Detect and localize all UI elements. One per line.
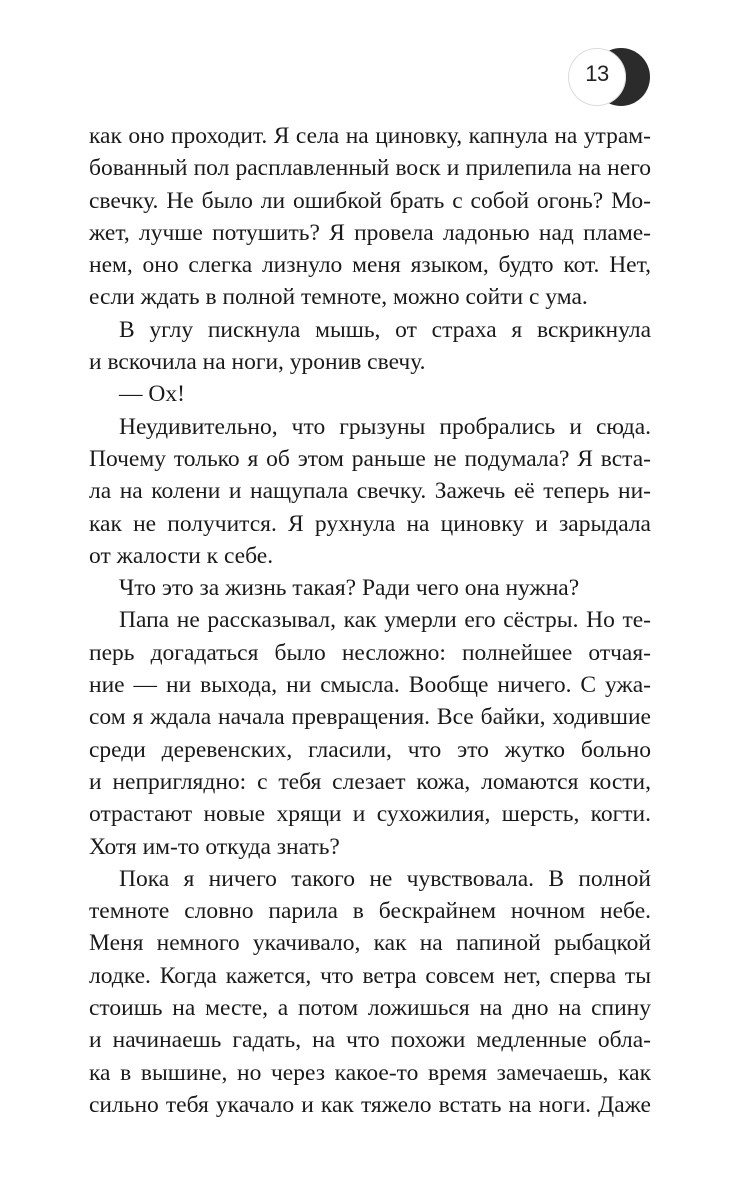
text-line: сом я ждала начала превращения. Все байки, ходившие bbox=[89, 704, 651, 731]
page-number-badge bbox=[567, 47, 651, 107]
text-line: отрастают новые хрящи и сухожилия, шерсть, когти. bbox=[89, 801, 651, 828]
text-line: сильно тебя укачало и как тяжело встать на ноги. Даже bbox=[89, 1091, 651, 1118]
text-line: и вскочила на ноги, уронив свечу. bbox=[89, 349, 426, 376]
text-line: как оно проходит. Я села на циновку, капнула на утрам- bbox=[89, 123, 651, 149]
text-line: ние — ни выхода, ни смысла. Вообще ничего. С ужа- bbox=[89, 672, 651, 699]
text-line: если ждать в полной темноте, можно сойти с ума. bbox=[89, 284, 588, 311]
text-line: Неудивительно, что грызуны пробрались и сюда. bbox=[119, 413, 651, 440]
text-line: от жалости к себе. bbox=[89, 542, 274, 569]
text-line: бованный пол расплавленный воск и прилепила на него bbox=[89, 155, 651, 182]
text-line: как не получится. Я рухнула на циновку и зарыдала bbox=[89, 510, 651, 537]
text-line: — Ох! bbox=[119, 381, 185, 408]
text-line: Пока я ничего такого не чувствовала. В полной bbox=[119, 865, 651, 892]
text-line: Папа не рассказывал, как умерли его сёстры. Но те- bbox=[119, 607, 651, 634]
text-line: ка в вышине, но через какое-то время замечаешь, как bbox=[89, 1059, 651, 1086]
text-line: свечку. Не было ли ошибкой брать с собой огонь? Мо- bbox=[89, 187, 651, 214]
text-line: перь догадаться было несложно: полнейшее отчая- bbox=[89, 639, 651, 666]
text-line: среди деревенских, гласили, что это жутко больно bbox=[89, 736, 651, 763]
body-text bbox=[89, 120, 651, 1121]
text-line: и неприглядно: с тебя слезает кожа, ломаются кости, bbox=[89, 768, 651, 795]
text-line: Хотя им-то откуда знать? bbox=[89, 833, 340, 860]
text-line: лодке. Когда кажется, что ветра совсем нет, сперва ты bbox=[89, 962, 651, 989]
text-line: и начинаешь гадать, на что похожи медленные обла- bbox=[89, 1027, 651, 1054]
text-line: темноте словно парила в бескрайнем ночном небе. bbox=[89, 898, 651, 925]
text-line: Меня немного укачивало, как на папиной рыбацкой bbox=[89, 930, 651, 957]
text-line: Что это за жизнь такая? Ради чего она нужна? bbox=[119, 575, 580, 602]
text-line: стоишь на месте, а потом ложишься на дно на спину bbox=[89, 995, 651, 1022]
page-number: 13 bbox=[585, 61, 609, 86]
text-line: нем, оно слегка лизнуло меня языком, будто кот. Нет, bbox=[89, 252, 651, 279]
text-line: жет, лучше потушить? Я провела ладонью над пламе- bbox=[89, 219, 651, 246]
text-line: В углу пискнула мышь, от страха я вскрикнула bbox=[119, 316, 651, 343]
text-line: ла на колени и нащупала свечку. Зажечь её теперь ни- bbox=[89, 478, 651, 505]
text-line: Почему только я об этом раньше не подумала? Я вста- bbox=[89, 445, 651, 472]
